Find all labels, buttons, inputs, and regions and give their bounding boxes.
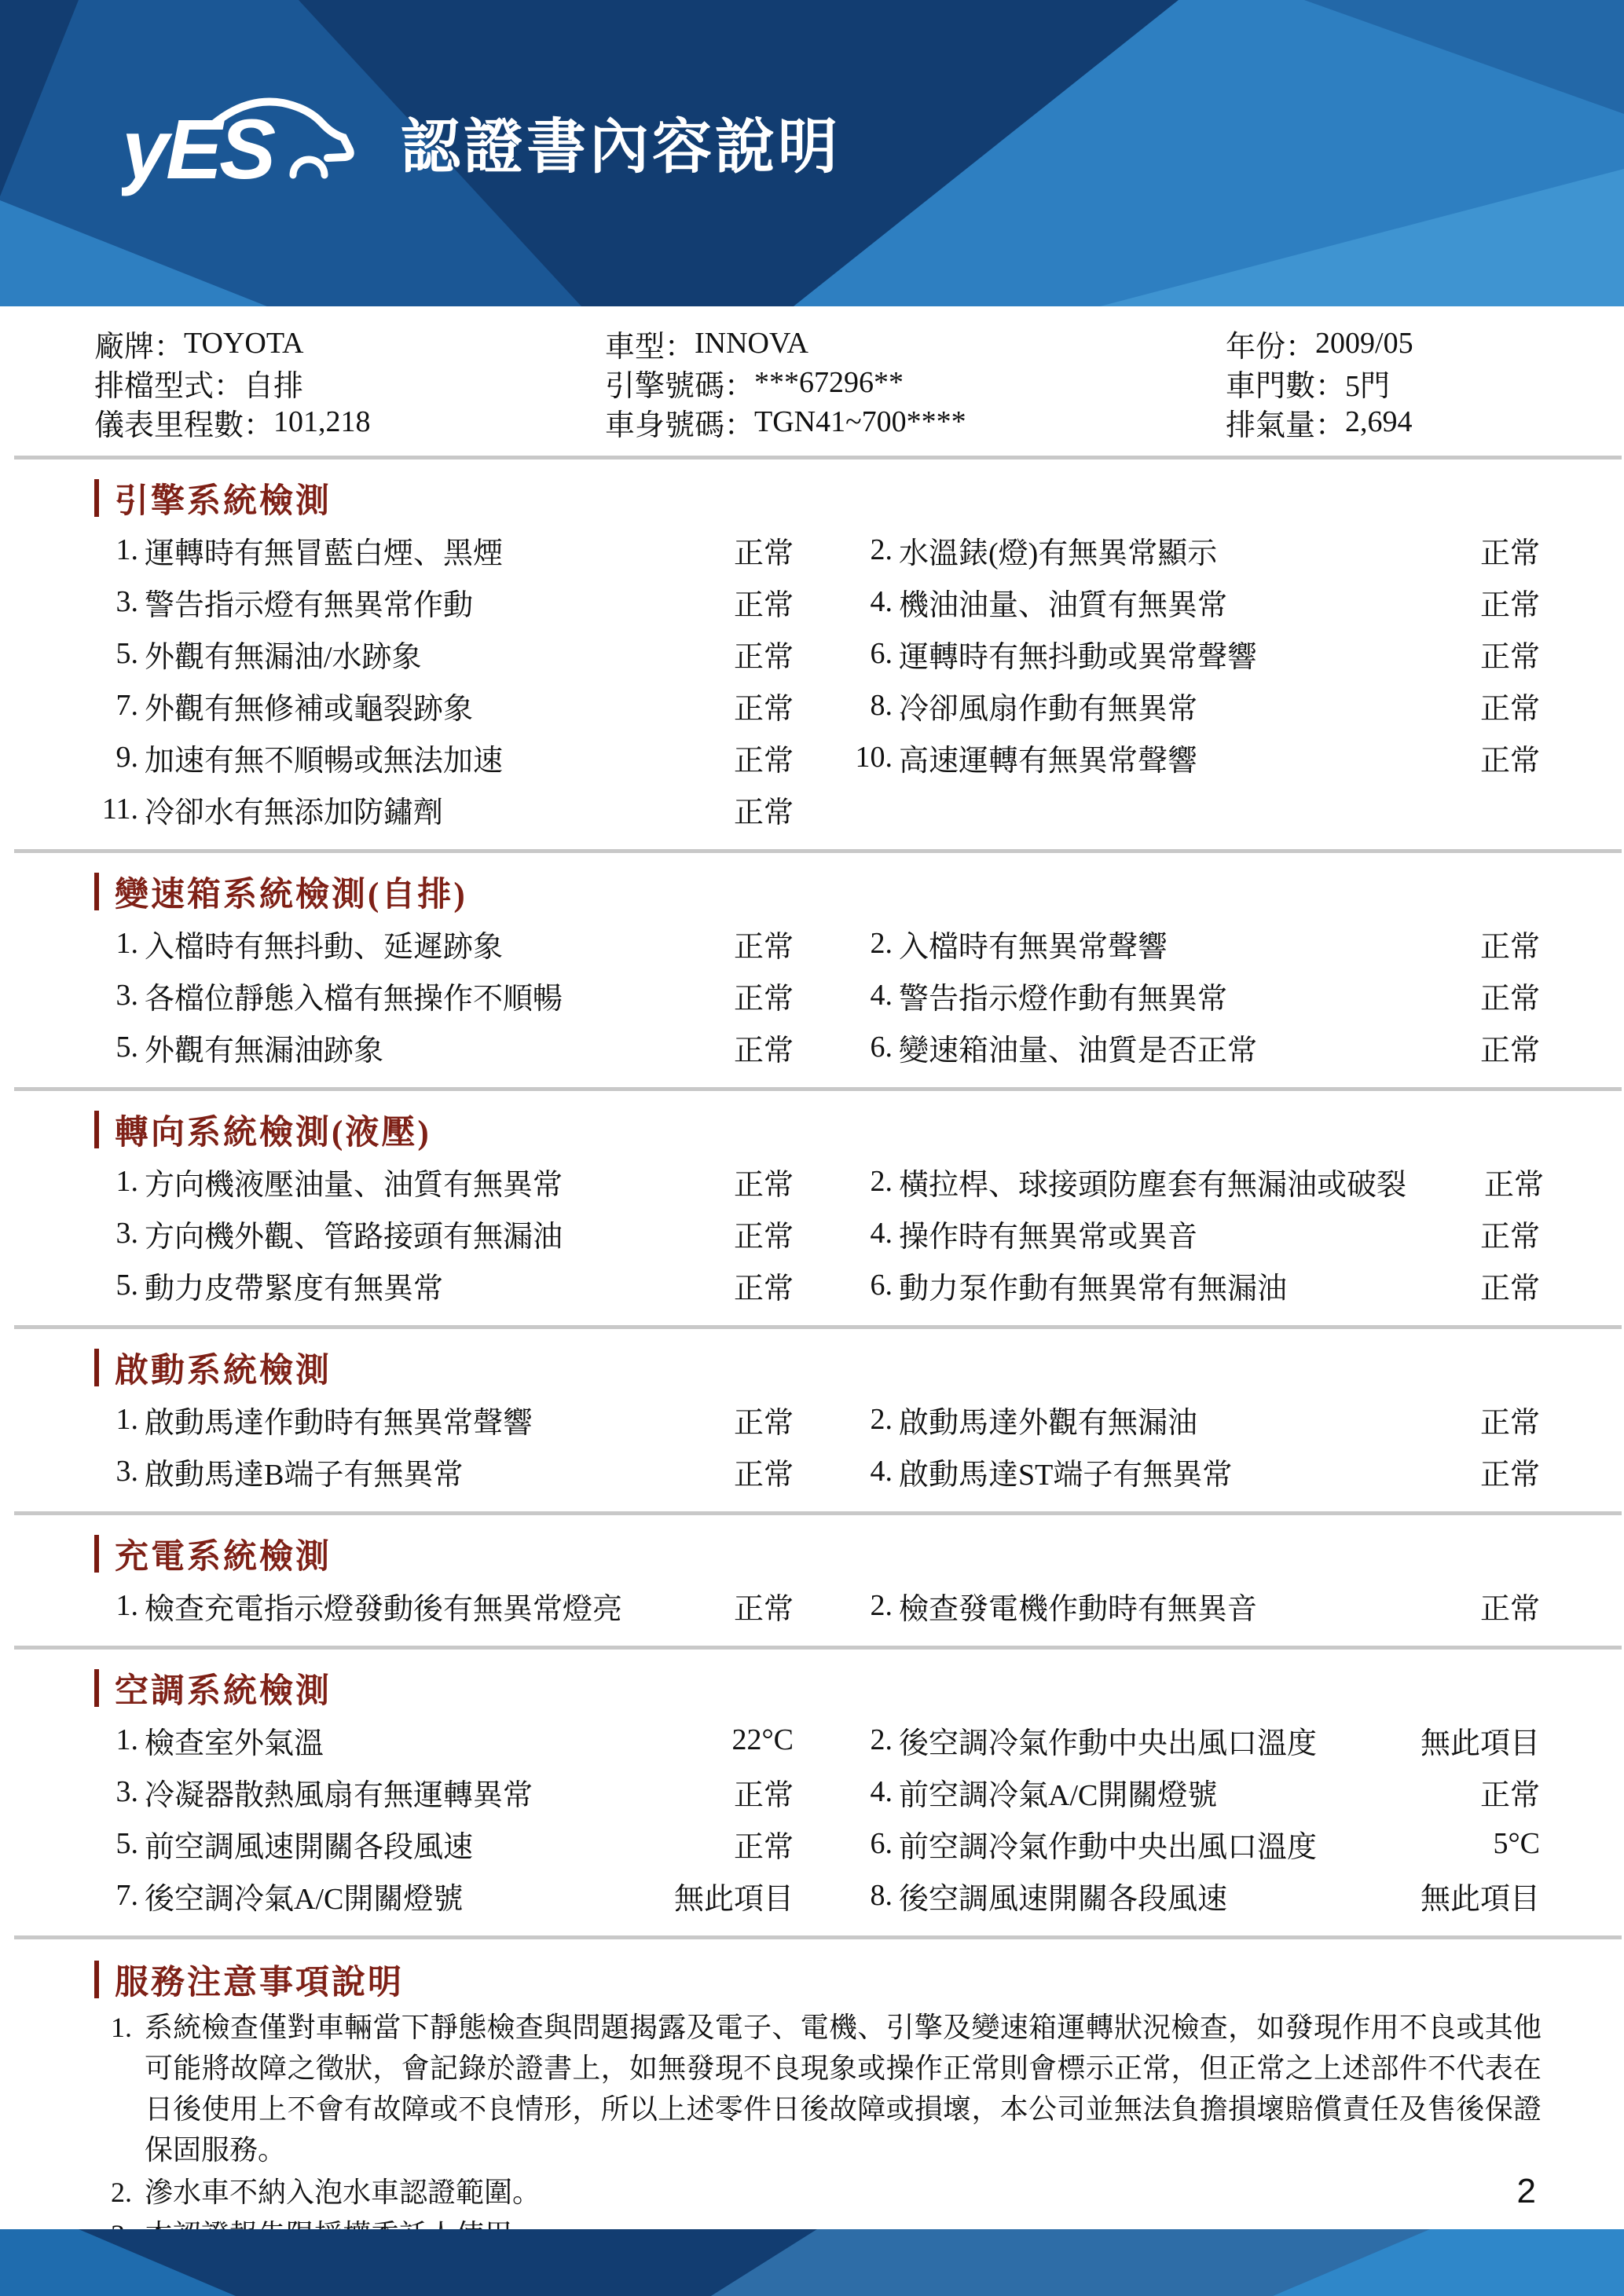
item-text: 機油油量、油質有無異常 (899, 588, 1228, 622)
inspection-item (94, 1714, 794, 1766)
item-text: 檢查室外氣溫 (145, 1727, 324, 1760)
item-number: 10. (855, 741, 893, 774)
inspection-item (849, 1445, 1540, 1497)
item-number: 4. (870, 585, 893, 618)
inspection-items (94, 1155, 1545, 1311)
vehicle-info-field (94, 324, 605, 363)
field-value: TOYOTA (184, 327, 304, 360)
item-status: 正常 (1479, 1592, 1540, 1626)
item-text: 加速有無不順暢或無法加速 (145, 744, 504, 778)
field-value: 自排 (244, 369, 304, 403)
note-item (94, 2172, 1542, 2213)
item-status: 正常 (1479, 982, 1540, 1016)
item-number: 3. (115, 1775, 138, 1808)
item-text: 後空調冷氣作動中央出風口溫度 (899, 1727, 1318, 1760)
section-title-text: 啟動系統檢測 (115, 1352, 332, 1390)
inspection-item (849, 1021, 1540, 1073)
item-number: 5. (115, 1827, 138, 1860)
inspection-item (849, 969, 1540, 1021)
item-text: 變速箱油量、油質是否正常 (899, 1034, 1258, 1067)
inspection-item (94, 917, 794, 969)
section-divider (14, 1511, 1622, 1515)
item-text: 動力皮帶緊度有無異常 (145, 1272, 444, 1305)
note-number: 2. (111, 2177, 132, 2208)
inspection-item (94, 783, 794, 835)
inspection-section (94, 478, 1542, 835)
item-number: 8. (870, 689, 893, 722)
field-value: 101,218 (273, 405, 371, 438)
vehicle-info-field (1226, 402, 1542, 441)
notes-title-row (94, 1960, 1542, 1999)
field-value: 5門 (1345, 369, 1391, 403)
item-text: 啟動馬達B端子有無異常 (145, 1458, 464, 1492)
item-number: 3. (115, 1455, 138, 1488)
vehicle-info-field (1226, 324, 1542, 363)
inspection-items (94, 1393, 1542, 1497)
item-status: 正常 (1479, 1034, 1540, 1067)
field-value: ***67296** (754, 366, 904, 399)
item-status: 正常 (1479, 692, 1540, 726)
field-label: 年份： (1226, 330, 1316, 364)
inspection-items (94, 524, 1542, 835)
field-label: 排檔型式： (94, 369, 244, 403)
item-status: 無此項目 (673, 1882, 794, 1916)
vehicle-info-field (94, 402, 605, 441)
field-value: INNOVA (695, 327, 808, 360)
inspection-item (849, 1818, 1540, 1869)
inspection-item (94, 1818, 794, 1869)
inspection-item (849, 1580, 1540, 1631)
field-label: 車型： (605, 330, 695, 364)
footer-background (0, 2229, 1624, 2296)
inspection-item (849, 1869, 1540, 1921)
item-status: 正常 (1479, 1272, 1540, 1305)
item-status: 正常 (733, 930, 794, 964)
section-title-bar (94, 873, 99, 910)
item-text: 各檔位靜態入檔有無操作不順暢 (145, 982, 563, 1016)
item-text: 入檔時有無異常聲響 (899, 930, 1168, 964)
vehicle-info-field (605, 402, 1226, 441)
item-status: 無此項目 (1420, 1882, 1540, 1916)
item-status: 正常 (1479, 640, 1540, 674)
item-status: 無此項目 (1420, 1727, 1540, 1760)
item-status: 正常 (733, 1592, 794, 1626)
yes-logo (122, 82, 357, 200)
item-text: 啟動馬達ST端子有無異常 (899, 1458, 1233, 1492)
inspection-section (94, 872, 1542, 1073)
notes-section (94, 1960, 1542, 2255)
item-text: 運轉時有無冒藍白煙、黑煙 (145, 536, 504, 570)
inspection-sections (94, 478, 1545, 1939)
section-title-bar (94, 1111, 99, 1148)
section-title-bar (94, 1961, 99, 1998)
inspection-item (94, 1259, 794, 1311)
item-text: 方向機液壓油量、油質有無異常 (145, 1168, 563, 1202)
field-label: 儀表里程數： (94, 408, 274, 442)
header-content (122, 82, 841, 200)
field-label: 排氣量： (1226, 408, 1346, 442)
inspection-item (94, 1445, 794, 1497)
item-status: 正常 (733, 1830, 794, 1864)
vehicle-info-field (1226, 363, 1542, 402)
divider (14, 456, 1622, 460)
note-item (94, 2007, 1542, 2170)
section-title-row (94, 1348, 1542, 1390)
item-text: 檢查充電指示燈發動後有無異常燈亮 (145, 1592, 623, 1626)
item-text: 前空調風速開關各段風速 (145, 1830, 474, 1864)
item-number: 1. (115, 1589, 138, 1622)
item-status: 正常 (733, 1272, 794, 1305)
note-number: 1. (111, 2012, 132, 2043)
item-status: 正常 (1484, 1168, 1545, 1202)
field-label: 車身號碼： (605, 408, 755, 442)
item-text: 外觀有無漏油/水跡象 (145, 640, 422, 674)
section-title-bar (94, 1349, 99, 1386)
item-number: 8. (870, 1879, 893, 1912)
item-text: 入檔時有無抖動、延遲跡象 (145, 930, 504, 964)
item-status: 正常 (733, 1034, 794, 1067)
item-status: 正常 (733, 1778, 794, 1812)
item-text: 冷卻風扇作動有無異常 (899, 692, 1198, 726)
item-number: 7. (115, 1879, 138, 1912)
item-number: 7. (115, 689, 138, 722)
item-status: 正常 (733, 1168, 794, 1202)
inspection-item (94, 576, 794, 628)
item-text: 運轉時有無抖動或異常聲響 (899, 640, 1258, 674)
vehicle-info (94, 306, 1542, 441)
inspection-section (94, 1348, 1542, 1497)
item-number: 6. (870, 1269, 893, 1302)
section-title-text: 轉向系統檢測(液壓) (115, 1114, 431, 1152)
notes-list (94, 2007, 1542, 2255)
item-text: 水溫錶(燈)有無異常顯示 (899, 536, 1218, 570)
item-status: 5°C (1493, 1827, 1540, 1860)
section-title-bar (94, 479, 99, 517)
section-divider (14, 1935, 1622, 1939)
section-title-row (94, 1668, 1542, 1708)
section-title-row (94, 1534, 1542, 1576)
item-number: 1. (115, 533, 138, 566)
item-number: 2. (870, 1589, 893, 1622)
item-text: 橫拉桿、球接頭防塵套有無漏油或破裂 (899, 1168, 1407, 1202)
section-divider (14, 1087, 1622, 1091)
inspection-item (94, 524, 794, 576)
item-number: 2. (870, 927, 893, 960)
section-divider (14, 1646, 1622, 1650)
page-title: 認證書內容說明 (401, 113, 841, 181)
item-status: 正常 (733, 536, 794, 570)
page-header (0, 0, 1624, 306)
section-title-text: 空調系統檢測 (115, 1672, 332, 1710)
item-text: 啟動馬達外觀有無漏油 (899, 1406, 1198, 1440)
inspection-section (94, 1668, 1542, 1921)
car-wheel-icon (293, 159, 324, 175)
section-title-row (94, 1110, 1542, 1152)
item-text: 警告指示燈作動有無異常 (899, 982, 1228, 1016)
field-value: 2,694 (1345, 405, 1413, 438)
logo-text: yES (122, 101, 273, 196)
inspection-item (94, 1869, 794, 1921)
item-text: 冷卻水有無添加防鏽劑 (145, 796, 444, 829)
item-number: 2. (870, 1403, 893, 1436)
vehicle-info-field (605, 363, 1226, 402)
item-text: 操作時有無異常或異音 (899, 1220, 1198, 1254)
item-number: 1. (115, 927, 138, 960)
item-number: 6. (870, 637, 893, 670)
field-value: TGN41~700**** (754, 405, 966, 438)
item-number: 9. (115, 741, 138, 774)
page-footer (0, 2229, 1624, 2296)
inspection-item (94, 969, 794, 1021)
inspection-item (849, 731, 1540, 783)
item-number: 1. (115, 1403, 138, 1436)
item-number: 3. (115, 585, 138, 618)
inspection-items (94, 917, 1542, 1073)
section-title-bar (94, 1669, 99, 1707)
item-number: 11. (101, 793, 138, 826)
item-number: 2. (870, 533, 893, 566)
item-number: 4. (870, 1775, 893, 1808)
section-title-text: 變速箱系統檢測(自排) (115, 876, 467, 914)
inspection-section (94, 1534, 1542, 1631)
inspection-item (94, 731, 794, 783)
field-label: 引擎號碼： (605, 369, 755, 403)
section-title-text: 充電系統檢測 (115, 1538, 332, 1576)
inspection-item (849, 679, 1540, 731)
item-status: 正常 (733, 640, 794, 674)
item-number: 1. (115, 1165, 138, 1198)
inspection-item (94, 1766, 794, 1818)
item-status: 正常 (1479, 1458, 1540, 1492)
inspection-item (94, 1155, 794, 1207)
item-number: 2. (870, 1723, 893, 1756)
inspection-item (849, 917, 1540, 969)
section-divider (14, 1325, 1622, 1329)
inspection-item (94, 1021, 794, 1073)
inspection-item (849, 1714, 1540, 1766)
item-status: 正常 (733, 796, 794, 829)
item-number: 5. (115, 637, 138, 670)
item-text: 後空調冷氣A/C開關燈號 (145, 1882, 464, 1916)
item-text: 動力泵作動有無異常有無漏油 (899, 1272, 1288, 1305)
section-title-bar (94, 1535, 99, 1573)
vehicle-info-field (605, 324, 1226, 363)
section-title-text: 引擎系統檢測 (115, 482, 332, 520)
item-status: 正常 (1479, 930, 1540, 964)
item-status: 正常 (733, 1220, 794, 1254)
report-body (0, 306, 1624, 2255)
note-text: 系統檢查僅對車輛當下靜態檢查與問題揭露及電子、電機、引擎及變速箱運轉狀況檢查，如發現作用不良或其他可能將故障之徵狀，會記錄於證書上，如無發現不良現象或操作正常則會標示正常，但正常之上述部件不代表在日後使用上不會有故障或不良情形，所以上述零件日後故障或損壞，本公司並無法負擔損壞賠償責任及售後保證保固服務。 (145, 2012, 1542, 2166)
inspection-item (94, 1580, 794, 1631)
inspection-item (94, 679, 794, 731)
field-label: 廠牌： (94, 330, 185, 364)
item-text: 啟動馬達作動時有無異常聲響 (145, 1406, 533, 1440)
item-status: 正常 (733, 744, 794, 778)
item-number: 5. (115, 1031, 138, 1064)
item-status: 正常 (733, 588, 794, 622)
item-status: 正常 (1479, 1778, 1540, 1812)
inspection-item (94, 1393, 794, 1445)
inspection-item (849, 1155, 1545, 1207)
note-text: 滲水車不納入泡水車認證範圍。 (145, 2177, 541, 2208)
section-divider (14, 849, 1622, 853)
item-text: 方向機外觀、管路接頭有無漏油 (145, 1220, 563, 1254)
inspection-item (849, 576, 1540, 628)
item-status: 正常 (1479, 1406, 1540, 1440)
item-status: 正常 (733, 692, 794, 726)
field-label: 車門數： (1226, 369, 1346, 403)
item-number: 2. (870, 1165, 893, 1198)
item-status: 正常 (1479, 588, 1540, 622)
inspection-item (849, 1259, 1540, 1311)
field-value: 2009/05 (1315, 327, 1413, 360)
item-text: 警告指示燈有無異常作動 (145, 588, 474, 622)
inspection-item (94, 628, 794, 679)
inspection-items (94, 1580, 1542, 1631)
item-number: 6. (870, 1031, 893, 1064)
item-text: 外觀有無漏油跡象 (145, 1034, 384, 1067)
item-text: 檢查發電機作動時有無異音 (899, 1592, 1258, 1626)
item-text: 前空調冷氣A/C開關燈號 (899, 1778, 1218, 1812)
inspection-item (849, 1393, 1540, 1445)
vehicle-info-field (94, 363, 605, 402)
item-number: 4. (870, 1217, 893, 1250)
item-status: 正常 (733, 982, 794, 1016)
item-number: 3. (115, 979, 138, 1012)
page-number: 2 (1516, 2172, 1536, 2210)
inspection-item (849, 524, 1540, 576)
item-status: 22°C (731, 1723, 794, 1756)
item-number: 4. (870, 979, 893, 1012)
item-number: 1. (115, 1723, 138, 1756)
item-status: 正常 (1479, 536, 1540, 570)
inspection-item (849, 1207, 1540, 1259)
notes-title: 服務注意事項說明 (115, 1964, 404, 2001)
section-title-row (94, 478, 1542, 518)
item-status: 正常 (733, 1458, 794, 1492)
item-text: 冷凝器散熱風扇有無運轉異常 (145, 1778, 533, 1812)
item-number: 4. (870, 1455, 893, 1488)
item-text: 前空調冷氣作動中央出風口溫度 (899, 1830, 1318, 1864)
inspection-item (94, 1207, 794, 1259)
item-number: 6. (870, 1827, 893, 1860)
item-status: 正常 (1479, 744, 1540, 778)
item-number: 5. (115, 1269, 138, 1302)
inspection-item (849, 1766, 1540, 1818)
item-status: 正常 (1479, 1220, 1540, 1254)
item-status: 正常 (733, 1406, 794, 1440)
section-title-row (94, 872, 1542, 914)
item-number: 3. (115, 1217, 138, 1250)
item-text: 後空調風速開關各段風速 (899, 1882, 1228, 1916)
inspection-item (849, 628, 1540, 679)
inspection-items (94, 1714, 1542, 1921)
item-text: 高速運轉有無異常聲響 (899, 744, 1198, 778)
item-text: 外觀有無修補或龜裂跡象 (145, 692, 474, 726)
inspection-section (94, 1110, 1545, 1311)
